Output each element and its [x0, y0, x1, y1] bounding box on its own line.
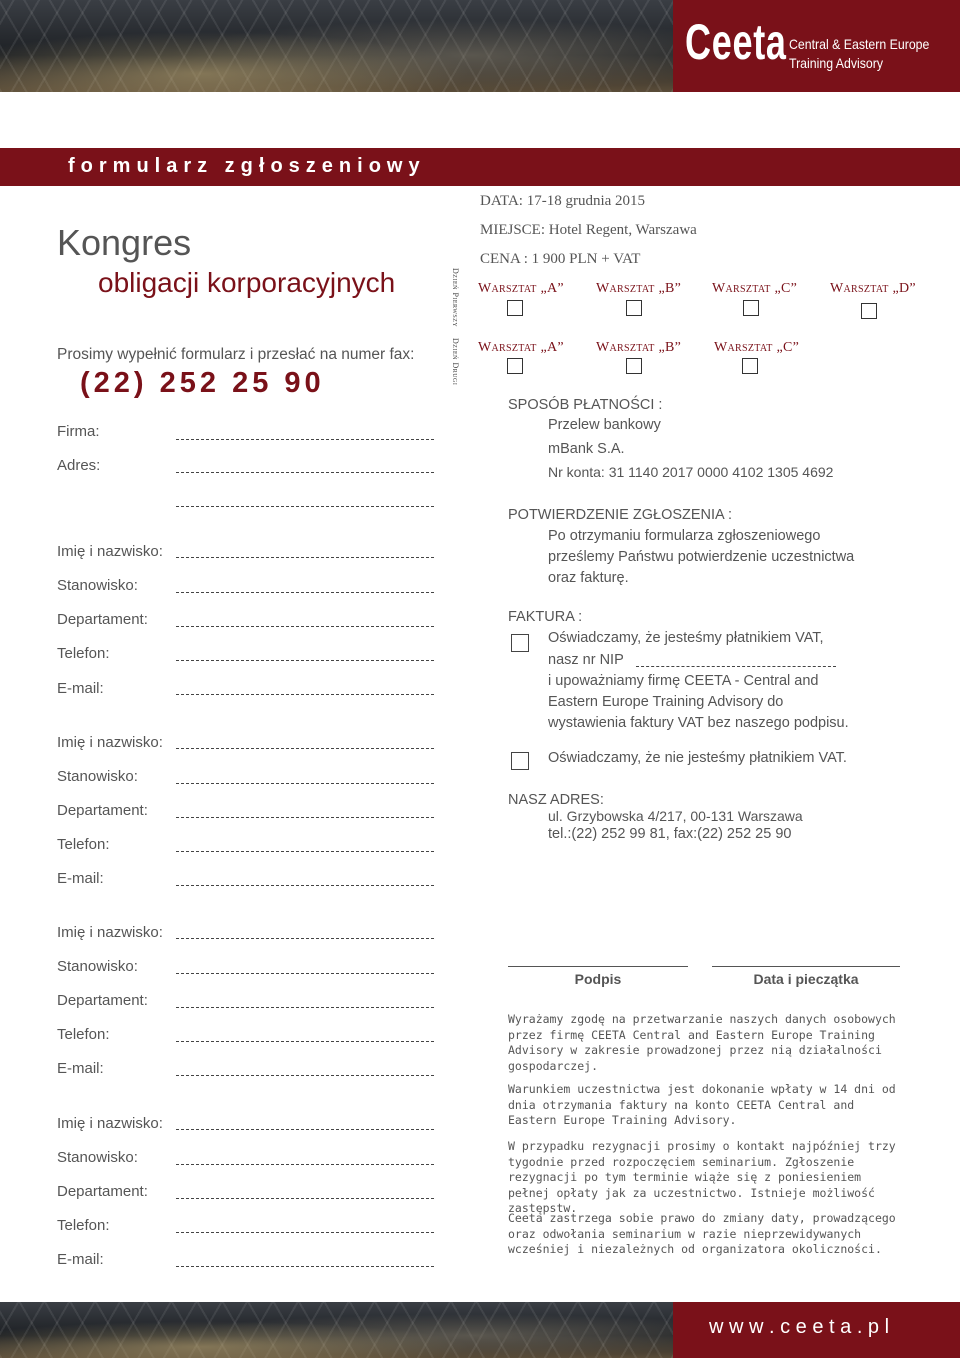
day2-workshop-b-checkbox[interactable]	[626, 358, 642, 374]
day2-workshop-c-checkbox[interactable]	[742, 358, 758, 374]
header-photo	[0, 0, 673, 92]
band-title: formularz zgłoszeniowy	[68, 155, 426, 177]
p4-imie-label: Imię i nazwisko:	[57, 1115, 163, 1132]
p4-departament-field[interactable]	[176, 1198, 434, 1199]
adres-field-2[interactable]	[176, 506, 434, 507]
p3-email-field[interactable]	[176, 1075, 434, 1076]
day1-workshop-d-checkbox[interactable]	[861, 303, 877, 319]
non-vat-payer-checkbox[interactable]	[511, 752, 529, 770]
footer-band	[673, 1302, 960, 1358]
p3-stanowisko-field[interactable]	[176, 973, 434, 974]
day2-label: Dzień Drugi	[451, 338, 460, 386]
day1-workshop-b: Warsztat „B”	[596, 281, 682, 296]
invoice-opt1-line-3: i upoważniamy firmę CEETA - Central and	[548, 673, 819, 689]
day2-workshop-a: Warsztat „A”	[478, 340, 564, 355]
p1-stanowisko-field[interactable]	[176, 592, 434, 593]
terms-paragraph-4: Ceeta zastrzega sobie prawo do zmiany daty, prowadzącego oraz odwołania seminarium w razie nieprzewidywanych wcześniej i niezależnych od organizatora okoliczności.	[508, 1211, 896, 1256]
payment-line-1: Przelew bankowy	[548, 417, 661, 433]
nip-field[interactable]	[636, 666, 836, 667]
stamp-line[interactable]	[712, 966, 900, 967]
p3-stanowisko-label: Stanowisko:	[57, 958, 138, 975]
p2-email-label: E-mail:	[57, 870, 104, 887]
invoice-opt1-line-5: wystawienia faktury VAT bez naszego podpisu.	[548, 715, 849, 731]
firma-label: Firma:	[57, 423, 100, 440]
p1-email-field[interactable]	[176, 694, 434, 695]
event-place: MIEJSCE: Hotel Regent, Warszawa	[480, 222, 697, 238]
firma-field[interactable]	[176, 439, 434, 440]
p2-imie-field[interactable]	[176, 748, 434, 749]
terms-paragraph-3: W przypadku rezygnacji prosimy o kontakt najpóźniej trzy tygodnie przed rozpoczęciem seminarium. Zgłoszenie rezygnacji po tym terminie wiąże się z poniesieniem pełnej opłaty jak za uczestnictwo. Istnieje możliwość zastępstw.	[508, 1139, 896, 1215]
invoice-heading: FAKTURA :	[508, 609, 583, 625]
p4-stanowisko-label: Stanowisko:	[57, 1149, 138, 1166]
day1-workshop-c: Warsztat „C”	[712, 281, 798, 296]
p2-departament-field[interactable]	[176, 817, 434, 818]
p3-imie-field[interactable]	[176, 938, 434, 939]
p4-telefon-label: Telefon:	[57, 1217, 110, 1234]
p1-email-label: E-mail:	[57, 680, 104, 697]
footer-url[interactable]: w w w . c e e t a . p l	[709, 1316, 890, 1338]
invoice-opt1-line-1: Oświadczamy, że jesteśmy płatnikiem VAT,	[548, 630, 824, 646]
p1-telefon-field[interactable]	[176, 660, 434, 661]
vat-payer-checkbox[interactable]	[511, 634, 529, 652]
day1-workshop-a: Warsztat „A”	[478, 281, 564, 296]
p2-imie-label: Imię i nazwisko:	[57, 734, 163, 751]
signature-label: Podpis	[574, 971, 622, 987]
p3-departament-label: Departament:	[57, 992, 148, 1009]
invoice-opt1-line-4: Eastern Europe Training Advisory do	[548, 694, 784, 710]
p3-imie-label: Imię i nazwisko:	[57, 924, 163, 941]
p3-departament-field[interactable]	[176, 1007, 434, 1008]
p4-departament-label: Departament:	[57, 1183, 148, 1200]
signature-line[interactable]	[508, 966, 688, 967]
p2-stanowisko-label: Stanowisko:	[57, 768, 138, 785]
event-date: DATA: 17-18 grudnia 2015	[480, 193, 646, 209]
adres-label: Adres:	[57, 457, 101, 474]
event-title-1: Kongres	[57, 222, 192, 263]
p2-telefon-label: Telefon:	[57, 836, 110, 853]
confirmation-line-1: Po otrzymaniu formularza zgłoszeniowego	[548, 528, 821, 544]
address-line-2: tel.:(22) 252 99 81, fax:(22) 252 25 90	[548, 826, 792, 842]
p4-email-field[interactable]	[176, 1266, 434, 1267]
footer-photo	[0, 1302, 673, 1358]
p1-departament-label: Departament:	[57, 611, 148, 628]
p1-telefon-label: Telefon:	[57, 645, 110, 662]
fax-number: (22) 252 25 90	[80, 367, 325, 399]
logo-wordmark: Ceeta	[685, 14, 787, 70]
invoice-opt2: Oświadczamy, że nie jesteśmy płatnikiem VAT.	[548, 750, 847, 766]
p4-telefon-field[interactable]	[176, 1232, 434, 1233]
adres-field-1[interactable]	[176, 472, 434, 473]
address-heading: NASZ ADRES:	[508, 792, 604, 808]
p3-telefon-field[interactable]	[176, 1041, 434, 1042]
day1-workshop-b-checkbox[interactable]	[626, 300, 642, 316]
p1-departament-field[interactable]	[176, 626, 434, 627]
day1-workshop-c-checkbox[interactable]	[743, 300, 759, 316]
p1-imie-label: Imię i nazwisko:	[57, 543, 163, 560]
logo-box	[673, 0, 960, 92]
p2-stanowisko-field[interactable]	[176, 783, 434, 784]
confirmation-line-2: prześlemy Państwu potwierdzenie uczestnictwa	[548, 549, 855, 565]
payment-heading: SPOSÓB PŁATNOŚCI :	[508, 397, 663, 413]
p3-telefon-label: Telefon:	[57, 1026, 110, 1043]
invoice-opt1-line-2: nasz nr NIP	[548, 652, 624, 668]
confirmation-line-3: oraz fakturę.	[548, 570, 629, 586]
day2-workshop-c: Warsztat „C”	[714, 340, 800, 355]
confirmation-heading: POTWIERDZENIE ZGŁOSZENIA :	[508, 507, 732, 523]
p1-imie-field[interactable]	[176, 557, 434, 558]
p4-stanowisko-field[interactable]	[176, 1164, 434, 1165]
p4-imie-field[interactable]	[176, 1129, 434, 1130]
payment-line-2: mBank S.A.	[548, 441, 625, 457]
p2-departament-label: Departament:	[57, 802, 148, 819]
payment-line-3: Nr konta: 31 1140 2017 0000 4102 1305 4692	[548, 464, 834, 480]
address-line-1: ul. Grzybowska 4/217, 00-131 Warszawa	[548, 808, 803, 824]
event-title-2: obligacji korporacyjnych	[98, 267, 396, 298]
day1-workshop-a-checkbox[interactable]	[507, 300, 523, 316]
day1-workshop-d: Warsztat „D”	[830, 281, 916, 296]
day1-label: Dzień Pierwszy	[451, 268, 460, 328]
stamp-label: Data i pieczątka	[753, 971, 859, 987]
logo-tagline-1: Central & Eastern Europe	[789, 36, 930, 52]
p4-email-label: E-mail:	[57, 1251, 104, 1268]
day2-workshop-b: Warsztat „B”	[596, 340, 682, 355]
title-band	[0, 148, 960, 186]
event-price: CENA : 1 900 PLN + VAT	[480, 251, 641, 267]
p1-stanowisko-label: Stanowisko:	[57, 577, 138, 594]
fax-prompt: Prosimy wypełnić formularz i przesłać na numer fax:	[57, 346, 415, 363]
terms-paragraph-2: Warunkiem uczestnictwa jest dokonanie wpłaty w 14 dni od dnia otrzymania faktury na konto CEETA Central and Eastern Europe Training Advisory.	[508, 1082, 896, 1127]
logo-tagline-2: Training Advisory	[789, 55, 884, 71]
p3-email-label: E-mail:	[57, 1060, 104, 1077]
p2-telefon-field[interactable]	[176, 851, 434, 852]
day2-workshop-a-checkbox[interactable]	[507, 358, 523, 374]
terms-paragraph-1: Wyrażamy zgodę na przetwarzanie naszych danych osobowych przez firmę CEETA Central and Eastern Europe Training Advisory w zakresie prowadzonej przez nią działalności gospodarczej.	[508, 1012, 896, 1073]
p2-email-field[interactable]	[176, 885, 434, 886]
